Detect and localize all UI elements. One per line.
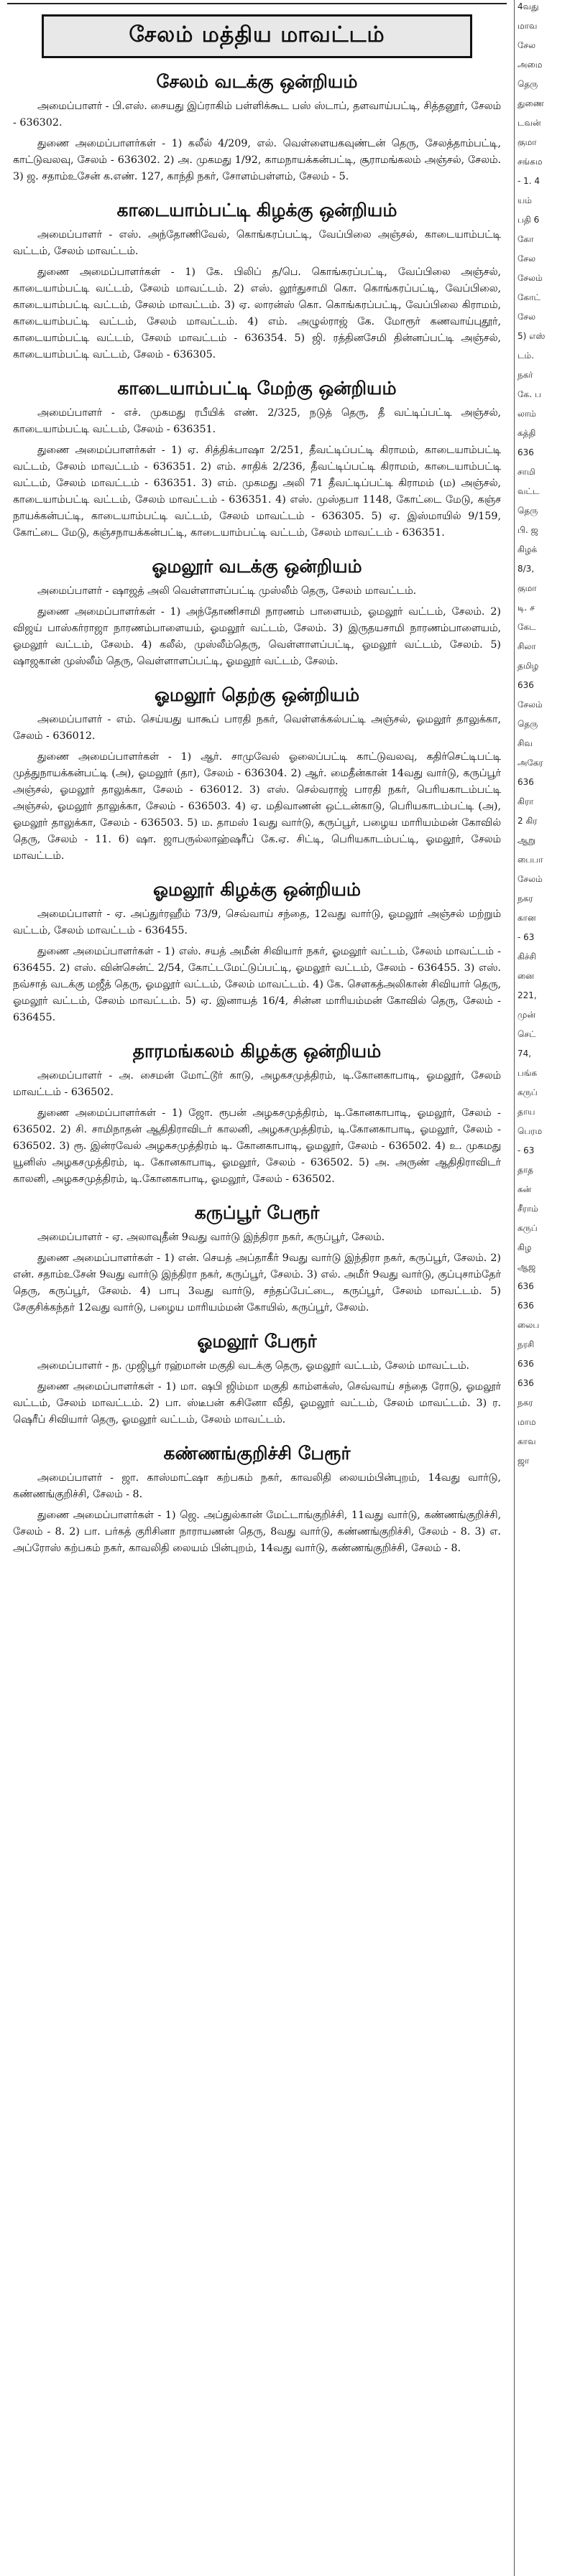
fragment-line: சேலம் <box>518 874 543 884</box>
fragment-line: சீராம் <box>518 1204 538 1214</box>
fragment-line: தெரு <box>518 506 538 516</box>
fragment-line: 4வது <box>518 1 539 11</box>
fragment-line: டம். <box>518 350 535 361</box>
fragment-line: சேலம் <box>518 699 543 710</box>
fragment-line: ஆஜ <box>518 1262 536 1272</box>
fragment-line: தாய <box>518 1107 535 1117</box>
fragment-line: லாம் <box>518 409 536 419</box>
fragment-line: ஆறு <box>518 835 536 845</box>
deputies-text: துணை அமைப்பாளர்கள் - 1) கே. பிலிப் த/பெ. கொங்கரப்பட்டி, வேப்பிலை அஞ்சல், காடையாம்பட்டி வட்டம், சேலம் மாவட்டம். 2) எஸ். லூர்துசாமி கொ. கொங்கரப்பட்டி, வேப்பிலை, காடையாம்பட்டி வட்டம், சேலம் மாவட்டம். 3) ஏ. லாரன்ஸ் கொ. கொங்கரப்பட்டி, வேப்பிலை கிராமம், காடையாம்பட்டி வட்டம், சேலம் மாவட்டம். 4) எம். அழுல்ராஜ் கே. மோரூர் கணவாய்புதூர், காடையாம்பட்டி வட்டம், சேலம் மாவட்டம் - 636354. 5) ஜி. ரத்தினசேமி தின்னப்பட்டி அஞ்சல், காடையாம்பட்டி வட்டம், சேலம் - 636305. <box>13 266 501 361</box>
fragment-line: 636 <box>518 447 534 457</box>
fragment-line: கேட <box>518 622 536 632</box>
deputies-text: துணை அமைப்பாளர்கள் - 1) என். செயத் அப்தாகீர் 9வது வார்டு இந்திரா நகர், கருப்பூர், சேலம். 2) என். சதாம்உசேன் 9வது வார்டு இந்திரா நகர், கருப்பூர், சேலம். 3) எல். அமீர் 9வது வார்டு, குப்புசாம்தேர் தெரு, கருப்பூர், சேலம். 4) பாபு 3வது வார்டு, சந்தப்பேட்டை, கருப்பூர், சேலம் மாவட்டம். 5) சேகுசிக்கந்தர் 12வது வார்டு, பழைய மாரியம்மன் கோயில், கருப்பூர், சேலம். <box>13 1252 501 1313</box>
fragment-line: கன் <box>518 1184 532 1194</box>
fragment-line: அமை <box>518 60 543 70</box>
organizer-text: அமைப்பாளர் - ஏ. அப்துர்ரஹீம் 73/9, செவ்வாய் சந்தை, 12வது வார்டு, ஓமலூர் அஞ்சல் மற்றும் வட்டம், சேலம் மாவட்டம் - 636455. <box>13 908 501 936</box>
fragment-line: குமா <box>518 137 537 147</box>
fragment-line: - 63 <box>518 1145 535 1156</box>
fragment-line: 221, <box>518 990 537 1000</box>
fragment-line: தெரு <box>518 79 538 89</box>
fragment-line: மாவ <box>518 21 538 31</box>
deputies-text: துணை அமைப்பாளர்கள் - 1) ஜோ. ரூபன் அழகசமுத்திரம், டி.கோனகாபாடி, ஓமலூர், சேலம் - 636502. 2) சி. சாமிநாதன் ஆதிதிராவிடர் காலனி, அழகசமுத்திரம், டி.கோனகாபாடி, ஓமலூர், சேலம் - 636502. 3) ரூ. இன்ரவேல் அழகசமுத்திரம் டி. கோனகாபாடி, ஓமலூர், சேலம் - 636502. 4) உ. முகமது யூனிஸ் அழகசமுத்திரம், டி. கோனகாபாடி, ஓமலூர், சேலம் - 636502. 5) அ. அருண் ஆதிதிராவிடர் காலனி, அழகசமுத்திரம், டி.கோனகாபாடி, ஓமலூர், சேலம் - 636502. <box>13 1107 501 1185</box>
union-heading: கருப்பூர் பேரூர் <box>194 1202 320 1223</box>
fragment-line: 636 <box>518 1281 534 1291</box>
fragment-line: நகர் <box>518 370 533 380</box>
fragment-line: கோட் <box>518 292 541 302</box>
fragment-line: பைபா <box>518 855 543 865</box>
organizer-text: அமைப்பாளர் - எச். முகமது ரபீயிக் எண். 2/325, நடுத் தெரு, தீ வட்டிப்பட்டி அஞ்சல், காடையாம்பட்டி வட்டம், சேலம் - 636351. <box>13 407 501 435</box>
adjacent-column-fragment <box>514 0 575 2576</box>
fragment-line: பதி 6 <box>518 215 540 225</box>
union-section <box>13 376 501 541</box>
union-section <box>13 1039 501 1188</box>
union-heading: சேலம் வடக்கு ஒன்றியம் <box>156 71 358 92</box>
union-section <box>13 683 501 865</box>
fragment-line: 636 <box>518 1359 534 1369</box>
fragment-line: 8/3, <box>518 564 535 574</box>
fragment-line: சாமி <box>518 467 535 477</box>
deputies-text: துணை அமைப்பாளர்கள் - 1) ஜெ. அப்துல்கான் மேட்டாங்குறிச்சி, 11வது வார்டு, கண்ணங்குறிச்சி, சேலம் - 8. 2) பா. பர்கத் குரிசினா நாராயணன் தெரு, 8வது வார்டு, கண்ணங்குறிச்சி, சேலம் - 8. 3) எ. அப்ரோஸ் கற்பகம் நகர், காவலிதி லையம் பின்புறம், 14வது வார்டு, கண்ணங்குறிச்சி, சேலம் - 8. <box>13 1510 501 1554</box>
fragment-line: முன் <box>518 1010 535 1020</box>
fragment-line: லைப <box>518 1320 540 1330</box>
top-rule <box>7 3 507 4</box>
fragment-line: சங்கம <box>518 157 543 167</box>
fragment-line: கிச்சி <box>518 952 536 962</box>
organizer-text: அமைப்பாளர் - பி.எஸ். சையது இப்ராகிம் பள்ளிக்கூட பஸ் ஸ்டாப், தளவாய்பட்டி, சித்தனூர், சேலம் - 636302. <box>13 101 501 129</box>
organizer-text: அமைப்பாளர் - ஷாஜத் அலி வெள்ளாளப்பட்டி முஸ்லீம் தெரு, சேலம் மாவட்டம். <box>37 585 417 597</box>
union-heading: ஓமலூர் கிழக்கு ஒன்றியம் <box>152 879 362 900</box>
union-section <box>13 198 501 363</box>
fragment-line: காவ <box>518 1436 536 1446</box>
fragment-line: துணை <box>518 98 545 108</box>
union-heading: காடையாம்பட்டி கிழக்கு ஒன்றியம் <box>116 200 397 220</box>
fragment-line: கான <box>518 913 536 923</box>
district-banner: சேலம் மத்திய மாவட்டம் <box>42 14 472 58</box>
fragment-line: கருப் <box>518 1223 538 1233</box>
fragment-line: கிரா <box>518 796 534 806</box>
fragment-line: 5) எஸ் <box>518 331 546 341</box>
fragment-line: கிழ <box>518 1242 532 1252</box>
fragment-line: 2 கிர <box>518 816 538 826</box>
organizer-text: அமைப்பாளர் - எம். செய்யது யாகூப் பாரதி நகர், வெள்ளக்கல்பட்டி அஞ்சல், ஓமலூர் தாலுக்கா, சேலம் - 636012. <box>13 714 501 742</box>
fragment-line: கே. ப <box>518 389 541 399</box>
fragment-line: பி. ஜ <box>518 525 538 535</box>
union-heading: தாரமங்கலம் கிழக்கு ஒன்றியம் <box>132 1041 382 1061</box>
fragment-line: கருப் <box>518 1087 538 1097</box>
fragment-line: ஜா <box>518 1456 530 1466</box>
union-section <box>13 1329 501 1428</box>
fragment-line: டி. ச <box>518 603 535 613</box>
fragment-line: கத்தி <box>518 428 536 438</box>
organizer-text: அமைப்பாளர் - ந. முஜிபூர் ரஹ்மான் மகுதி வடக்கு தெரு, ஓமலூர் வட்டம், சேலம் மாவட்டம். <box>37 1360 470 1372</box>
union-section <box>13 1201 501 1316</box>
fragment-line: சேல <box>518 254 536 264</box>
fragment-line: 74, <box>518 1048 532 1059</box>
fragment-line: தமிழ <box>518 661 539 671</box>
fragment-line: கிழக் <box>518 544 538 554</box>
fragment-line: பெரம <box>518 1126 543 1136</box>
fragment-line: அகேர <box>518 758 543 768</box>
union-section <box>13 70 501 185</box>
fragment-line: செட் <box>518 1029 536 1039</box>
organizer-text: அமைப்பாளர் - எஸ். அந்தோணிவேல், கொங்கரப்பட்டி, வேப்பிலை அஞ்சல், காடையாம்பட்டி வட்டம், சேலம் மாவட்டம். <box>13 229 501 257</box>
fragment-line: தாத <box>518 1165 533 1175</box>
union-heading: ஓமலூர் வடக்கு ஒன்றியம் <box>152 556 362 577</box>
fragment-line: நகர <box>518 893 533 903</box>
fragment-line: 636 <box>518 680 534 690</box>
fragment-line: 636 <box>518 1378 534 1388</box>
fragment-line: டவன் <box>518 118 541 128</box>
fragment-line: - 63 <box>518 932 535 942</box>
fragment-line: யம் <box>518 195 532 205</box>
fragment-line: குமா <box>518 583 537 593</box>
fragment-line: வட்ட <box>518 486 540 496</box>
fragment-line: சேலம் <box>518 273 543 283</box>
organizer-text: அமைப்பாளர் - ஜா. காஸ்மாட்ஷா கற்பகம் நகர், காவலிதி லையம்பின்புறம், 14வது வார்டு, கண்ணங்குறிச்சி, சேலம் - 8. <box>13 1472 501 1500</box>
fragment-line: நகர <box>518 1398 533 1408</box>
fragment-line: பங்க <box>518 1068 538 1078</box>
union-heading: ஓமலூர் பேரூர் <box>197 1331 317 1352</box>
fragment-line: சேல <box>518 40 536 50</box>
fragment-line: சேல <box>518 312 536 322</box>
fragment-line: கோ <box>518 234 534 244</box>
fragment-line: சிவ <box>518 738 533 748</box>
union-heading: ஓமலூர் தெற்கு ஒன்றியம் <box>154 684 360 705</box>
fragment-line: நரசி <box>518 1339 535 1349</box>
deputies-text: துணை அமைப்பாளர்கள் - 1) எஸ். சயத் அமீன் சிவியார் நகர், ஓமலூர் வட்டம், சேலம் மாவட்டம் - 636455. 2) எஸ். வின்சென்ட் 2/54, கோட்டமேட்டுப்பட்டி, ஓமலூர் வட்டம், சேலம் - 636455. 3) எஸ். நவ்சாத் வடக்கு மஜீத் தெரு, ஓமலூர் வட்டம், சேலம் மாவட்டம். 4) கே. சௌகத்அலிகான் சிவியார் தெரு, ஓமலூர் வட்டம், சேலம் மாவட்டம். 5) ஏ. இனாயத் 16/4, சின்ன மாரியம்மன் கோவில் தெரு, சேலம் - 636455. <box>13 946 501 1023</box>
fragment-line: மாம <box>518 1417 536 1427</box>
fragment-line: தெரு <box>518 719 538 729</box>
union-section <box>13 1441 501 1557</box>
deputies-text: துணை அமைப்பாளர்கள் - 1) அந்தோணிசாமி நாரணம் பாளையம், ஓமலூர் வட்டம், சேலம். 2) விஜய் பாஸ்கர்ராஜா நாரணம்பாளையம், ஓமலூர் வட்டம், சேலம். 3) இருதயசாமி நாரணம்பாளையம், ஓமலூர் வட்டம், சேலம். 4) கலீல், முஸ்லீம்தெரு, வெள்ளாளப்பட்டி, ஓமலூர் வட்டம், சேலம். 5) ஷாஜகான் முஸ்லீம் தெரு, வெள்ளாளப்பட்டி, ஓமலூர் வட்டம், சேலம். <box>13 606 501 667</box>
main-column <box>7 0 507 2576</box>
deputies-text: துணை அமைப்பாளர்கள் - 1) கலீல் 4/209, எல். வெள்ளையகவுண்டன் தெரு, சேலத்தாம்பட்டி, காட்டுவலவு, சேலம் - 636302. 2) அ. முகமது 1/92, காமநாயக்கன்பட்டி, சூராமங்கலம் அஞ்சல், சேலம். 3) ஜ. சதாம்உசேன் க.எண். 127, காந்தி நகர், சோளம்பள்ளம், சேலம் - 5. <box>13 138 501 182</box>
deputies-text: துணை அமைப்பாளர்கள் - 1) ஏ. சித்திக்பாஷா 2/251, தீவட்டிப்பட்டி கிராமம், காடையாம்பட்டி வட்டம், சேலம் மாவட்டம் - 636351. 2) எம். சாதிக் 2/236, தீவட்டிப்பட்டி கிராமம், காடையாம்பட்டி வட்டம், சேலம் மாவட்டம் - 636351. 3) எம். முகமது அலி 71 தீவட்டிப்பட்டி கிராமம் (ம) அஞ்சல், காடையாம்பட்டி வட்டம், சேலம் மாவட்டம் - 636351. 4) எஸ். முஸ்தபா 1148, கோட்டை மேடு, கஞ்ச நாயக்கன்பட்டி, காடையாம்பட்டி வட்டம், சேலம் மாவட்டம் - 636305. 5) ஏ. இஸ்மாயில் 9/159, கோட்டை மேடு, கஞ்சநாயக்கன்பட்டி, காடையாம்பட்டி வட்டம், சேலம் மாவட்டம் - 636351. <box>13 445 501 539</box>
union-section <box>13 554 501 670</box>
organizer-text: அமைப்பாளர் - ஏ. அலாவுதீன் 9வது வார்டு இந்திரா நகர், கருப்பூர், சேலம். <box>37 1232 385 1243</box>
union-section <box>13 878 501 1026</box>
union-heading: காடையாம்பட்டி மேற்கு ஒன்றியம் <box>117 378 397 399</box>
deputies-text: துணை அமைப்பாளர்கள் - 1) ஆர். சாமுவேல் ஓலைப்பட்டி காட்டுவலவு, கதிர்செட்டிபட்டி முத்துநாயக்கன்பட்டி (அ), ஓமலூர் (தா), சேலம் - 636304. 2) ஆர். மைதீன்கான் 14வது வார்டு, கருப்பூர் அஞ்சல், ஓமலூர் தாலுக்கா, சேலம் - 636012. 3) எஸ். செல்வராஜ் பாரதி நகர், பெரியகாடம்பட்டி அஞ்சல், ஓமலூர் தாலுக்கா, சேலம் - 636503. 4) ஏ. மதிவாணன் ஒட்டன்காடு, பெரியகாடம்பட்டி (அ), ஓமலூர் தாலுக்கா, சேலம் - 636503. 5) ம. தாமஸ் 1வது வார்டு, கருப்பூர், பழைய மாரியம்மன் கோவில் தெரு, சேலம் - 11. 6) ஷா. ஜாபருல்லாஹ்ஷரீப் கே.ஏ. சிட்டி, பெரியகாடம்பட்டி, ஓமலூர், சேலம் மாவட்டம். <box>13 751 501 862</box>
fragment-line: - 1. 4 <box>518 176 540 186</box>
fragment-line: சிலா <box>518 641 536 651</box>
fragment-line: 636 <box>518 1301 534 1311</box>
fragment-line: னை <box>518 971 534 981</box>
deputies-text: துணை அமைப்பாளர்கள் - 1) மா. ஷபி ஜிம்மா மகுதி காம்ளக்ஸ், செவ்வாய் சந்தை ரோடு, ஓமலூர் வட்டம், சேலம் மாவட்டம். 2) பா. ஸ்டீபன் கசினோ வீதி, ஓமலூர் வட்டம், சேலம் மாவட்டம். 3) ர. ஷெரீப் சிவியார் தெரு, ஓமலூர் வட்டம், சேலம் மாவட்டம். <box>13 1381 501 1426</box>
fragment-line: 636 <box>518 777 534 787</box>
union-heading: கண்ணங்குறிச்சி பேரூர் <box>163 1443 351 1464</box>
organizer-text: அமைப்பாளர் - அ. சைமன் மோட்டூர் காடு, அழகசமுத்திரம், டி.கோனகாபாடி, ஓமலூர், சேலம் மாவட்டம் - 636502. <box>13 1070 501 1098</box>
